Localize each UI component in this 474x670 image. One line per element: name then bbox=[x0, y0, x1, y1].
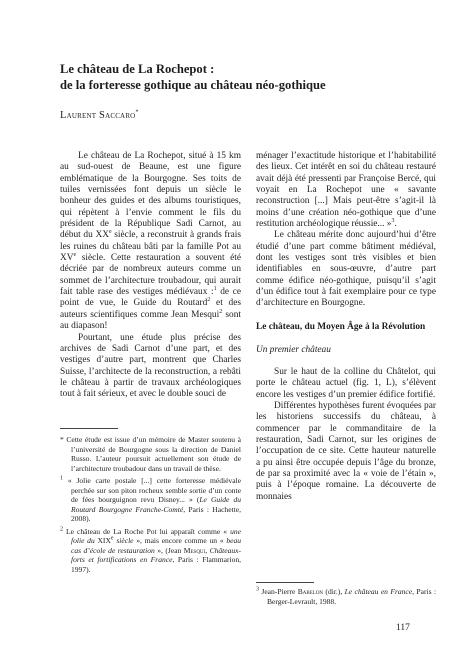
century-suffix: e bbox=[73, 251, 77, 258]
footnote-2 bbox=[60, 527, 241, 575]
footnote-author: Babelon bbox=[297, 587, 324, 596]
paragraph-text: siècle. Cette restauration a souvent été décriée par de nombreux auteurs comme un sommet de l’architecture troubadour, qui aurait fait table rase des vestiges médiévaux : bbox=[60, 253, 241, 298]
page-number: 117 bbox=[396, 623, 410, 633]
right-footnotes bbox=[256, 587, 436, 606]
footnote-text: , Paris : Hachette, 2008). bbox=[71, 504, 241, 523]
paragraph-text: Le château de La Rochepot, situé à 15 km au sud-ouest de Beaune, est une figure emblématique de la Bourgogne. Ses toits de tuiles vernissées font depuis un siècle le bonheur des guides et des albums touristiques, qui répètent à l’envie comment le fils du président de la République Sadi Carnot, au début du bbox=[60, 151, 241, 241]
footnote-text: , Paris : Flammarion, 1997). bbox=[71, 555, 241, 574]
footnote-title: Le château en France bbox=[344, 587, 413, 596]
century-suffix: e bbox=[110, 535, 114, 542]
paragraph-text: . bbox=[394, 219, 397, 230]
footnote-star: * Cette étude est issue d’un mémoire de Master soutenu à l’université de Bourgogne sous la direction de Daniel Russo. L’auteur poursuit actuellement son étude de l’architecture troubadour dans un travail de thèse. bbox=[60, 435, 241, 473]
author-line bbox=[60, 110, 139, 121]
footnote-ref: 1 bbox=[213, 286, 217, 293]
paragraph: Sur le haut de la colline du Châtelot, qui porte le château actuel (fig. 1, L), s’élèvent encore les vestiges d’un premier édifice fortifié. bbox=[256, 366, 436, 400]
footnote-text: (dir.), bbox=[323, 587, 345, 596]
footnote-1 bbox=[60, 476, 241, 524]
paragraph: Pourtant, une étude plus précise des archives de Sadi Carnot d’une part, et des vestiges d’autre part, montrent que Charles Suisse, l’architecte de la reconstruction, a rebâti le château à partir de travaux archéologiques tout à fait sérieux, et avec le double souci de bbox=[60, 332, 241, 400]
footnote-title: Le Guide du Routard Bourgogne Franche-Comté bbox=[71, 495, 242, 514]
century-suffix: e bbox=[108, 229, 112, 236]
footnote-mark: 1 bbox=[60, 475, 63, 482]
century-numeral: XV bbox=[60, 253, 74, 264]
footnote-text: Le château de La Roche Pot lui apparaît comme « bbox=[66, 526, 231, 536]
footnote-3 bbox=[256, 587, 436, 606]
footnote-text: », mais encore comme un « bbox=[133, 536, 227, 545]
footnote-separator bbox=[60, 428, 118, 429]
title-line-2: de la forteresse gothique au château néo-gothique bbox=[60, 77, 326, 92]
footnote-mark: 2 bbox=[60, 525, 63, 532]
century-numeral: XIX bbox=[97, 536, 111, 545]
section-heading: Le château, du Moyen Âge à la Révolution bbox=[256, 321, 426, 332]
footnote-text: », (Jean bbox=[154, 545, 182, 555]
footnote-ref: 2 bbox=[207, 297, 211, 304]
footnote-text: Jean-Pierre bbox=[261, 587, 298, 596]
right-column bbox=[256, 151, 436, 503]
paragraph: Le château mérite donc aujourd’hui d’être étudié d’une part comme bâtiment médiéval, dont les vestiges sont très visibles et bien identifiables en sous-œuvre, d’autre part comme édifice néo-gothique, puisqu’il s’agit d’un édifice tout à fait exemplaire pour ce type d’architecture en Bourgogne. bbox=[256, 230, 436, 309]
paragraph bbox=[256, 151, 436, 230]
footnote-text: « Jolie carte postale [...] cette forteresse médiévale perchée sur son piton rocheux semble sortie d’un conte de fées bourguignon revu Disney... » ( bbox=[67, 476, 242, 504]
footnote-text: , Paris : Berger-Levrault, 1988. bbox=[267, 587, 436, 606]
century-numeral: XX bbox=[95, 230, 109, 241]
author-name: Laurent Saccaro bbox=[60, 110, 136, 121]
paragraph-text: sont au diapason! bbox=[60, 309, 241, 332]
footnote-title: Châteaux-forts et fortifications en France bbox=[71, 545, 242, 564]
paragraph-text: et des auteurs scientifiques comme Jean Mesqui bbox=[60, 298, 241, 320]
article-title bbox=[60, 62, 440, 93]
footnote-text: , bbox=[205, 545, 210, 555]
footnote-quote: beau cas d’école de restauration bbox=[71, 536, 242, 555]
footnote-ref: 2 bbox=[219, 308, 223, 315]
subsection-heading: Un premier château bbox=[256, 344, 331, 355]
footnote-separator bbox=[256, 582, 314, 583]
footnote-mark: 3 bbox=[256, 586, 259, 593]
left-column bbox=[60, 151, 241, 401]
paragraph-text: ménager l’exactitude historique et l’habitabilité des lieux. Cet intérêt en soi du château restauré avait déjà été pressenti par Françoise Bercé, qui voyait en La Rochepot une « savante reconstruction [...] Mais peut-être s’agit-il là moins d’une création néo-gothique que d’une restitution archéologique réussie... » bbox=[256, 151, 436, 230]
paragraph bbox=[60, 151, 241, 333]
author-note-mark: * bbox=[135, 109, 139, 116]
footnote-author: Mesqui bbox=[183, 545, 206, 555]
footnote-quote: siècle bbox=[116, 536, 134, 545]
footnote-ref: 3 bbox=[391, 217, 395, 224]
paragraph-text: siècle, a reconstruit à grands frais les ruines du château bâti par la famille Pot au bbox=[60, 230, 241, 252]
paragraph-text: de ce point de vue, le Guide du Routard bbox=[60, 287, 241, 309]
left-footnotes bbox=[60, 435, 241, 574]
footnote-quote: une folie du bbox=[71, 526, 242, 545]
title-line-1: Le château de La Rochepot : bbox=[60, 62, 215, 76]
paragraph: Différentes hypothèses furent évoquées par les historiens successifs du château, à commencer par le commanditaire de la restauration, Sadi Carnot, sur les origines de l’occupation de ce site. Cette hauteur naturelle a pu ainsi être occupée depuis l’âge du bronze, de par sa proximité avec la « voie de l’étain », puis à l’époque romaine. La découverte de monnaies bbox=[256, 400, 436, 502]
